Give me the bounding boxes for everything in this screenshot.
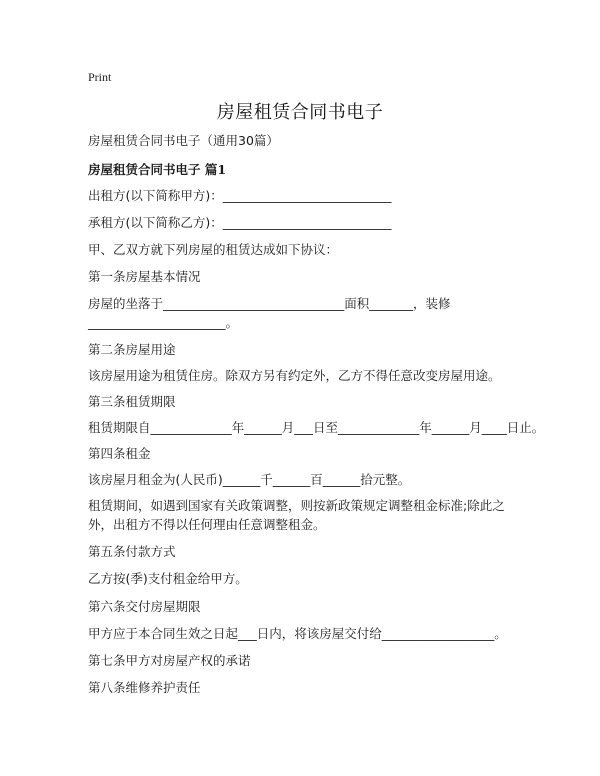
lessee-line: 承租方(以下简称乙方)：___________________________ [88,215,392,230]
clause-7-heading: 第七条甲方对房屋产权的承诺 [88,653,251,668]
clause-1-text: 房屋的坐落于_____________________________面积_______，装修______________________。 [88,296,451,330]
clause-3-text: 租赁期限自_____________年______月___日至_____________年______月____日止。 [88,420,545,435]
print-link[interactable]: Print [88,70,112,84]
clause-6-heading: 第六条交付房屋期限 [88,599,201,614]
agreement-intro: 甲、乙双方就下列房屋的租赁达成如下协议： [88,242,339,257]
clause-2-text: 该房屋用途为租赁住房。除双方另有约定外，乙方不得任意改变房屋用途。 [88,368,501,383]
document-subtitle: 房屋租赁合同书电子（通用30篇） [88,133,279,148]
clause-5-heading: 第五条付款方式 [88,544,176,559]
clause-8-heading: 第八条维修养护责任 [88,680,201,695]
clause-6-text: 甲方应于本合同生效之日起___日内，将该房屋交付给__________________。 [88,626,507,641]
page-title: 房屋租赁合同书电子 [216,102,384,123]
clause-2-heading: 第二条房屋用途 [88,342,176,357]
section-heading-part1: 房屋租赁合同书电子 篇1 [88,162,227,177]
clause-4-heading: 第四条租金 [88,446,151,461]
clause-3-heading: 第三条租赁期限 [88,394,176,409]
clause-5-text: 乙方按(季)支付租金给甲方。 [88,571,248,586]
clause-4-text: 该房屋月租金为(人民币)______千______百______拾元整。 [88,472,411,487]
clause-1-heading: 第一条房屋基本情况 [88,269,201,284]
clause-4-adjustment: 租赁期间，如遇到国家有关政策调整，则按新政策规定调整租金标准;除此之外，出租方不得以任何理由任意调整租金。 [88,498,505,532]
lessor-line: 出租方(以下简称甲方)：___________________________ [88,188,392,203]
